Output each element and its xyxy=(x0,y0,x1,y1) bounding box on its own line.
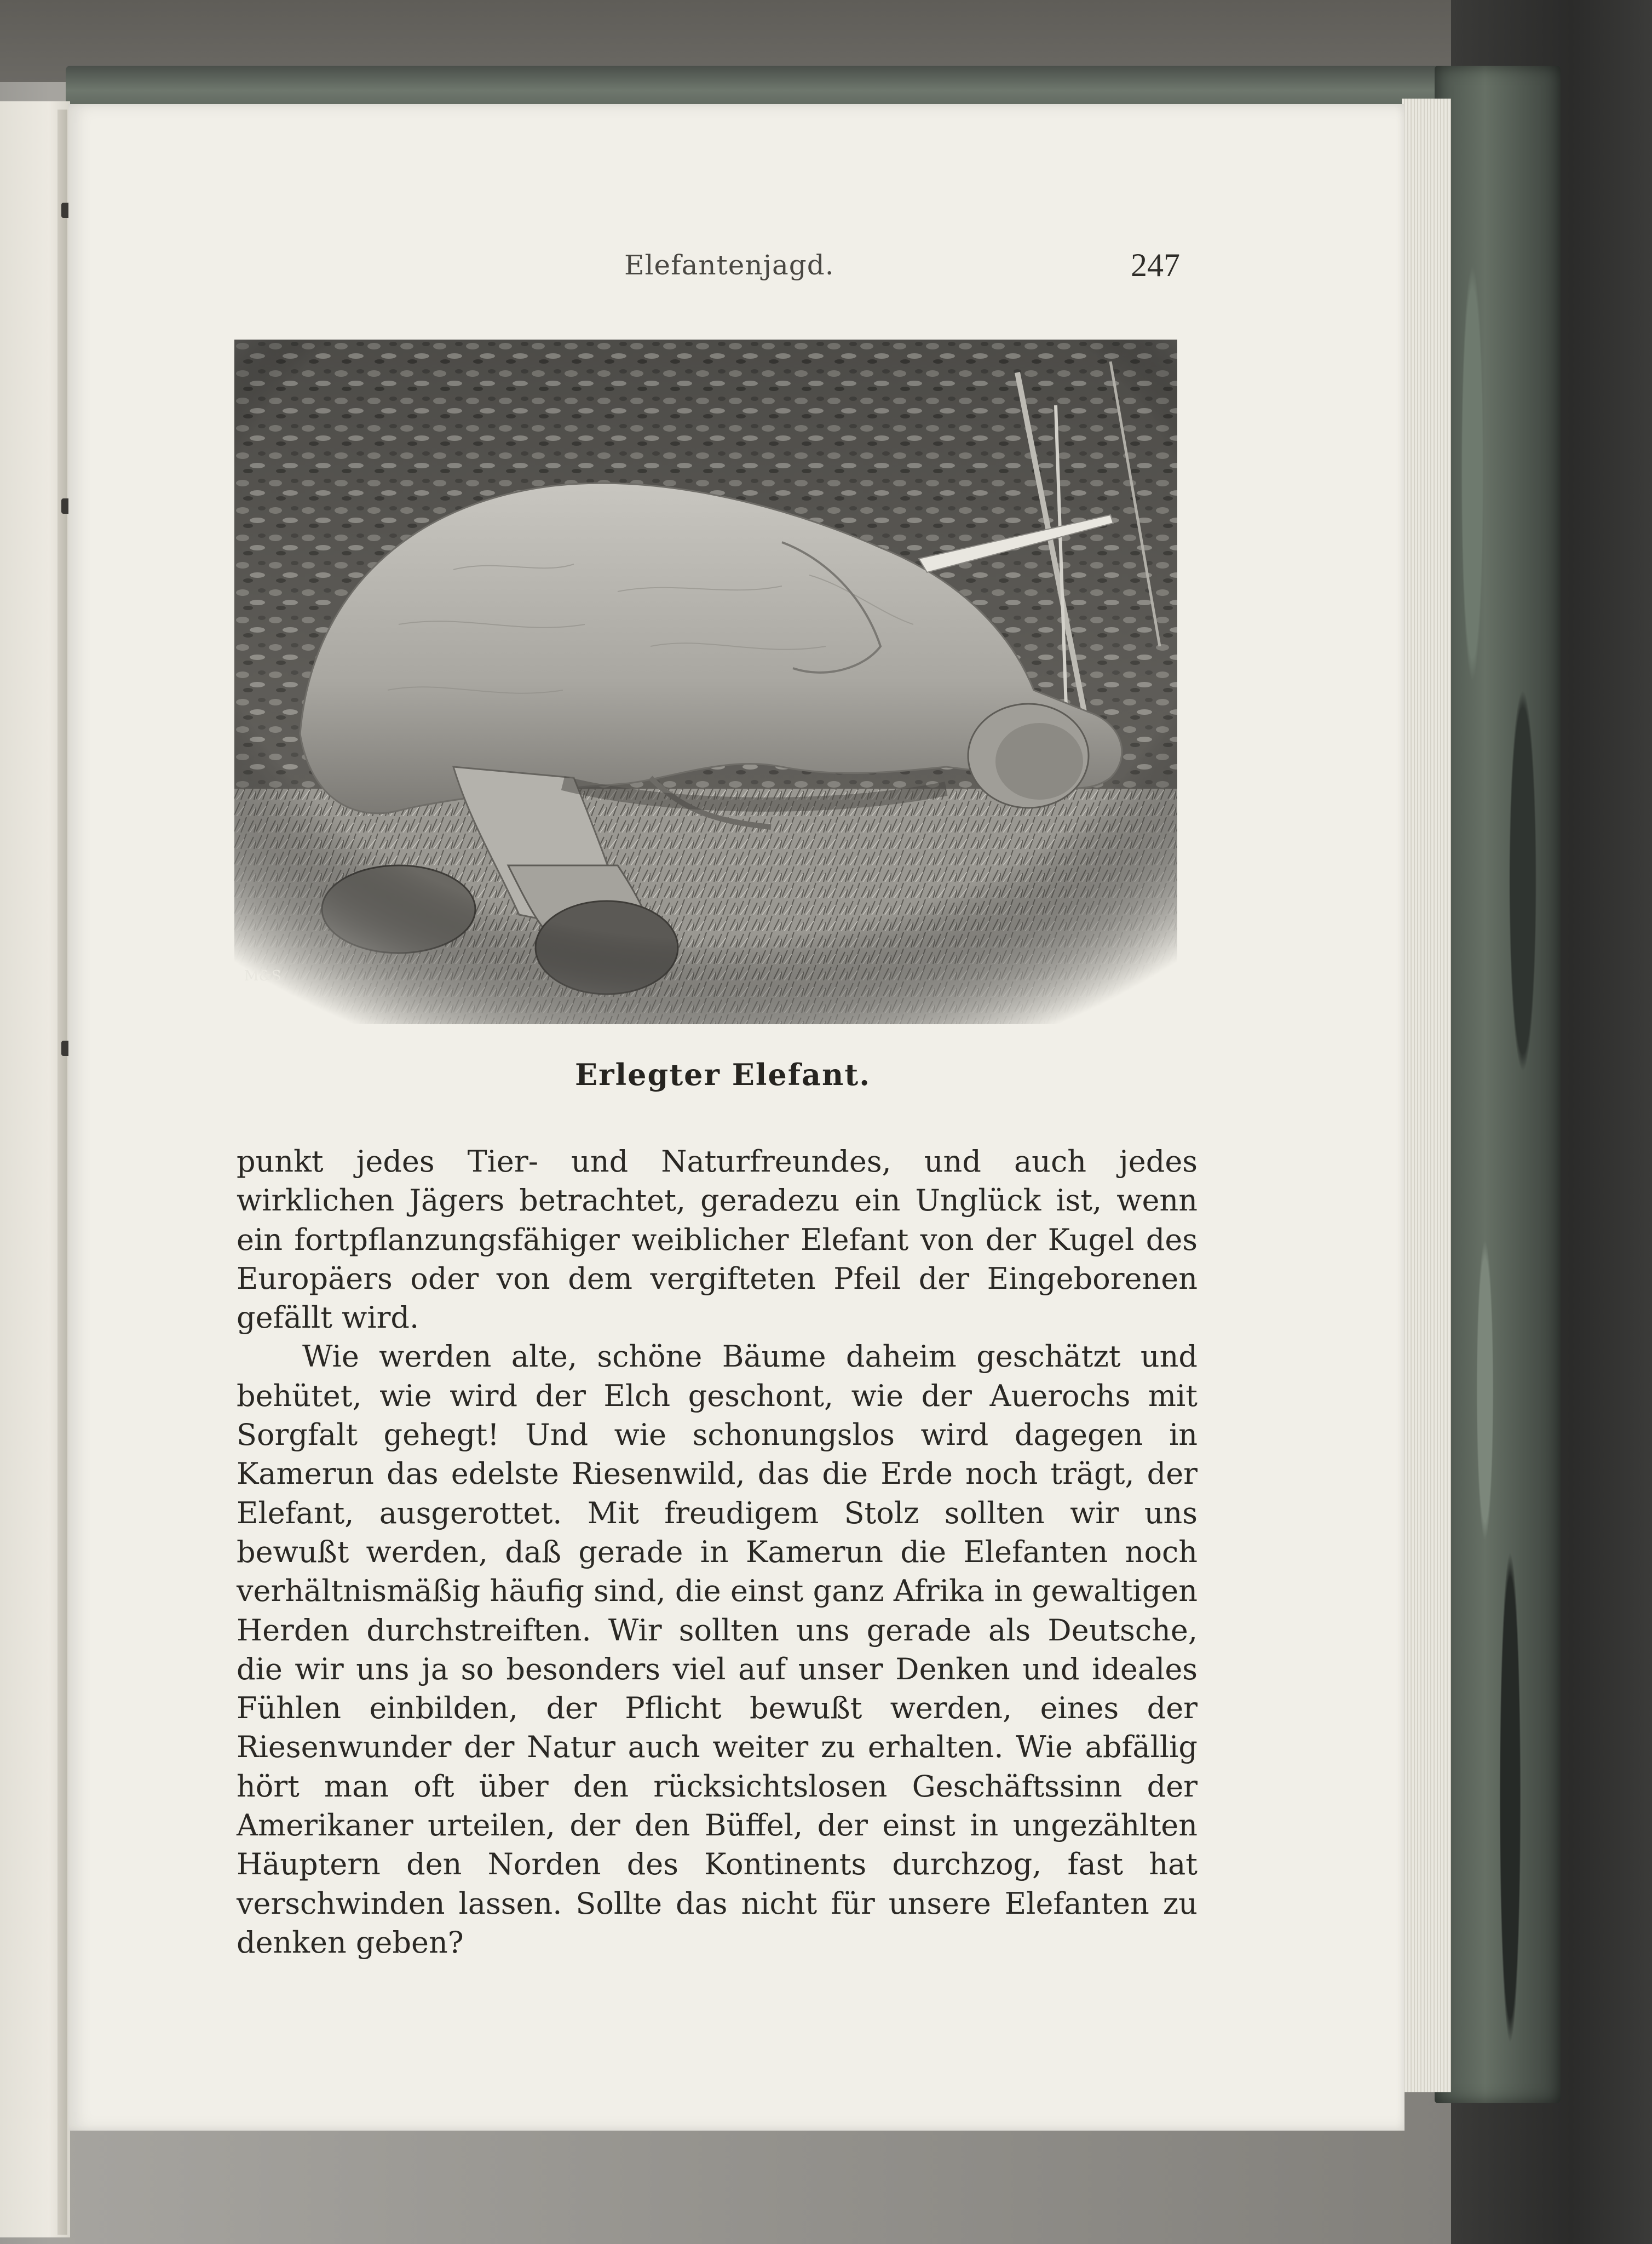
photo-caption: Erlegter Elefant. xyxy=(574,1057,871,1092)
paragraph: Wie werden alte, schöne Bäume daheim geschätzt und behütet, wie wird der Elch geschont, wie der Auerochs mit Sorgfalt gehegt! Und wie schonungslos wird dagegen in Kamerun das edelste Riesenwild, das die Erde noch trägt, der Elefant, ausgerottet. Mit freudigem Stolz sollten wir uns bewußt werden, daß gerade in Kamerun die Elefanten noch verhältnismäßig häufig sind, die einst ganz Afrika in gewaltigen Herden durchstreiften. Wir sollten uns gerade als Deutsche, die wir uns ja so besonders viel auf unser Denken und ideales Fühlen einbilden, der Pflicht bewußt werden, eines der Riesenwunder der Natur auch weiter zu erhalten. Wie abfällig hört man oft über den rücksichtslosen Geschäftssinn der Amerikaner urteilen, der den Büffel, der einst in ungezählten Häuptern den Norden des Kontinents durchzog, fast hat verschwinden lassen. Sollte das nicht für unsere Elefanten zu denken geben? xyxy=(237,1339,1198,1960)
elephant-photo-image xyxy=(234,340,1177,1024)
elephant-photo xyxy=(234,340,1177,1024)
running-head: Elefantenjagd. xyxy=(624,249,834,281)
book-cover xyxy=(1435,66,1561,2103)
photo-monogram: M&S xyxy=(244,968,281,984)
page-edges xyxy=(1402,99,1451,2092)
paragraph: punkt jedes Tier- und Naturfreundes, und auch jedes wirklichen Jägers betrachtet, geradezu ein Unglück ist, wenn ein fortpflanzungsfähiger weiblicher Elefant von der Kugel des Europäers oder von dem vergifteten Pfeil der Eingeborenen gefällt wird. xyxy=(237,1144,1198,1335)
page-number: 247 xyxy=(1131,247,1180,283)
gutter xyxy=(57,110,67,2235)
body-text xyxy=(237,1142,1198,1962)
